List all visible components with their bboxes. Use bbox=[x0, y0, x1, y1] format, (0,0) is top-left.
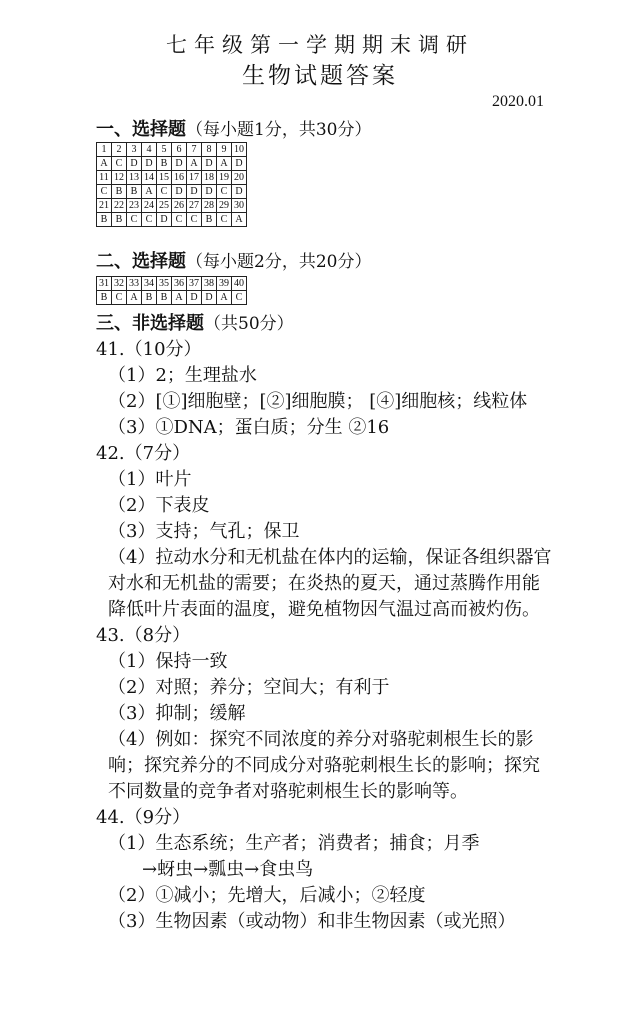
section3-heading bbox=[96, 310, 294, 337]
answer-line: （3）①DNA；蛋白质；分生 ②16 bbox=[108, 417, 390, 438]
answer-cell: D bbox=[172, 185, 187, 199]
answers-body bbox=[96, 337, 556, 935]
answer-line: 42.（7分） bbox=[96, 443, 191, 464]
answer-cell: B bbox=[97, 213, 112, 227]
question-number-cell: 27 bbox=[187, 199, 202, 213]
answer-cell: D bbox=[232, 185, 247, 199]
answer-cell: C bbox=[97, 185, 112, 199]
answer-cell: D bbox=[202, 291, 217, 305]
answer-cell: C bbox=[157, 185, 172, 199]
answer-cell: A bbox=[172, 291, 187, 305]
question-number-cell: 8 bbox=[202, 143, 217, 157]
question-number-cell: 19 bbox=[217, 171, 232, 185]
section1-title: 一、选择题 bbox=[96, 119, 186, 140]
section2-note: （每小题2分，共20分） bbox=[186, 252, 372, 272]
answer-cell: C bbox=[217, 213, 232, 227]
question-number-cell: 14 bbox=[142, 171, 157, 185]
answer-line: （2）下表皮 bbox=[108, 495, 210, 516]
answer-cell: B bbox=[112, 213, 127, 227]
exam-date: 2020.01 bbox=[492, 93, 544, 110]
question-number-cell: 25 bbox=[157, 199, 172, 213]
question-number-cell: 3 bbox=[127, 143, 142, 157]
section3-title: 三、非选择题 bbox=[96, 313, 204, 334]
answer-table-row bbox=[97, 213, 247, 227]
question-number-cell: 6 bbox=[172, 143, 187, 157]
question-number-cell: 11 bbox=[97, 171, 112, 185]
question-number-cell: 1 bbox=[97, 143, 112, 157]
answer-cell: B bbox=[97, 291, 112, 305]
question-number-cell: 29 bbox=[217, 199, 232, 213]
section1-heading bbox=[96, 116, 371, 143]
section3-note: （共50分） bbox=[204, 314, 294, 334]
exam-subtitle: 生物试题答案 bbox=[242, 63, 398, 89]
question-number-cell: 12 bbox=[112, 171, 127, 185]
answer-cell: D bbox=[232, 157, 247, 171]
question-number-cell: 28 bbox=[202, 199, 217, 213]
answer-cell: A bbox=[217, 157, 232, 171]
answer-table-row bbox=[97, 291, 247, 305]
answer-line: →蚜虫→瓢虫→食虫鸟 bbox=[142, 859, 314, 880]
question-number-cell: 38 bbox=[202, 277, 217, 291]
answer-line: 43.（8分） bbox=[96, 625, 191, 646]
question-number-cell: 36 bbox=[172, 277, 187, 291]
answer-cell: A bbox=[232, 213, 247, 227]
answer-cell: D bbox=[142, 157, 157, 171]
answer-cell: D bbox=[187, 185, 202, 199]
question-number-cell: 18 bbox=[202, 171, 217, 185]
answer-line: （1）2；生理盐水 bbox=[108, 365, 257, 386]
answer-cell: C bbox=[172, 213, 187, 227]
answer-line: （3）生物因素（或动物）和非生物因素（或光照） bbox=[108, 911, 516, 932]
answer-cell: C bbox=[217, 185, 232, 199]
section2-title: 二、选择题 bbox=[96, 251, 186, 272]
question-number-cell: 16 bbox=[172, 171, 187, 185]
answer-line: 41.（10分） bbox=[96, 339, 202, 360]
question-number-cell: 10 bbox=[232, 143, 247, 157]
answer-line: （4）拉动水分和无机盐在体内的运输，保证各组织器官对水和无机盐的需要；在炎热的夏天，通过蒸腾作用能降低叶片表面的温度，避免植物因气温过高而被灼伤。 bbox=[108, 547, 552, 620]
answer-line: 44.（9分） bbox=[96, 807, 191, 828]
answer-cell: D bbox=[202, 185, 217, 199]
question-number-cell: 13 bbox=[127, 171, 142, 185]
question-number-cell: 34 bbox=[142, 277, 157, 291]
question-number-cell: 21 bbox=[97, 199, 112, 213]
question-number-cell: 22 bbox=[112, 199, 127, 213]
question-number-cell: 23 bbox=[127, 199, 142, 213]
question-number-cell: 40 bbox=[232, 277, 247, 291]
answer-cell: C bbox=[112, 157, 127, 171]
section1-note: （每小题1分，共30分） bbox=[186, 120, 372, 140]
section1-answer-table bbox=[96, 142, 247, 227]
question-number-cell: 26 bbox=[172, 199, 187, 213]
answer-cell: B bbox=[112, 185, 127, 199]
exam-title: 七年级第一学期期末调研 bbox=[166, 33, 474, 57]
question-number-cell: 35 bbox=[157, 277, 172, 291]
answer-cell: C bbox=[142, 213, 157, 227]
answer-cell: D bbox=[187, 291, 202, 305]
answer-cell: A bbox=[187, 157, 202, 171]
question-number-cell: 39 bbox=[217, 277, 232, 291]
answer-table-row bbox=[97, 157, 247, 171]
answer-line: （1）叶片 bbox=[108, 469, 192, 490]
answer-line: （1）保持一致 bbox=[108, 651, 228, 672]
answer-cell: B bbox=[157, 291, 172, 305]
question-number-cell: 5 bbox=[157, 143, 172, 157]
answer-cell: A bbox=[127, 291, 142, 305]
section2-answer-table bbox=[96, 276, 247, 305]
question-number-cell: 24 bbox=[142, 199, 157, 213]
question-number-cell: 20 bbox=[232, 171, 247, 185]
question-number-cell: 9 bbox=[217, 143, 232, 157]
question-number-cell: 37 bbox=[187, 277, 202, 291]
answer-line: （2）对照；养分；空间大；有利于 bbox=[108, 677, 390, 698]
answer-line: （3）抑制；缓解 bbox=[108, 703, 246, 724]
answer-line: （2）①减小；先增大，后减小；②轻度 bbox=[108, 885, 426, 906]
answer-cell: D bbox=[157, 213, 172, 227]
question-number-cell: 30 bbox=[232, 199, 247, 213]
answer-cell: D bbox=[202, 157, 217, 171]
answer-cell: A bbox=[217, 291, 232, 305]
answer-cell: B bbox=[127, 185, 142, 199]
answer-cell: D bbox=[127, 157, 142, 171]
answer-cell: B bbox=[142, 291, 157, 305]
answer-line: （1）生态系统；生产者；消费者；捕食；月季 bbox=[108, 833, 480, 854]
answer-cell: B bbox=[202, 213, 217, 227]
answer-table-row bbox=[97, 171, 247, 185]
answer-cell: D bbox=[172, 157, 187, 171]
answer-table-row bbox=[97, 185, 247, 199]
question-number-cell: 15 bbox=[157, 171, 172, 185]
answer-table-row bbox=[97, 199, 247, 213]
answer-cell: C bbox=[187, 213, 202, 227]
section2-heading bbox=[96, 248, 371, 275]
answer-cell: A bbox=[142, 185, 157, 199]
answer-line: （4）例如：探究不同浓度的养分对骆驼刺根生长的影响；探究养分的不同成分对骆驼刺根生长的影响；探究不同数量的竞争者对骆驼刺根生长的影响等。 bbox=[108, 729, 540, 802]
question-number-cell: 7 bbox=[187, 143, 202, 157]
answer-cell: C bbox=[112, 291, 127, 305]
question-number-cell: 17 bbox=[187, 171, 202, 185]
answer-line: （3）支持；气孔；保卫 bbox=[108, 521, 300, 542]
question-number-cell: 2 bbox=[112, 143, 127, 157]
answer-table-row bbox=[97, 143, 247, 157]
answer-cell: C bbox=[232, 291, 247, 305]
answer-cell: A bbox=[97, 157, 112, 171]
answer-line: （2）[①]细胞壁；[②]细胞膜； [④]细胞核；线粒体 bbox=[108, 391, 528, 412]
answer-cell: C bbox=[127, 213, 142, 227]
question-number-cell: 33 bbox=[127, 277, 142, 291]
question-number-cell: 4 bbox=[142, 143, 157, 157]
question-number-cell: 31 bbox=[97, 277, 112, 291]
question-number-cell: 32 bbox=[112, 277, 127, 291]
answer-cell: B bbox=[157, 157, 172, 171]
answer-table-row bbox=[97, 277, 247, 291]
